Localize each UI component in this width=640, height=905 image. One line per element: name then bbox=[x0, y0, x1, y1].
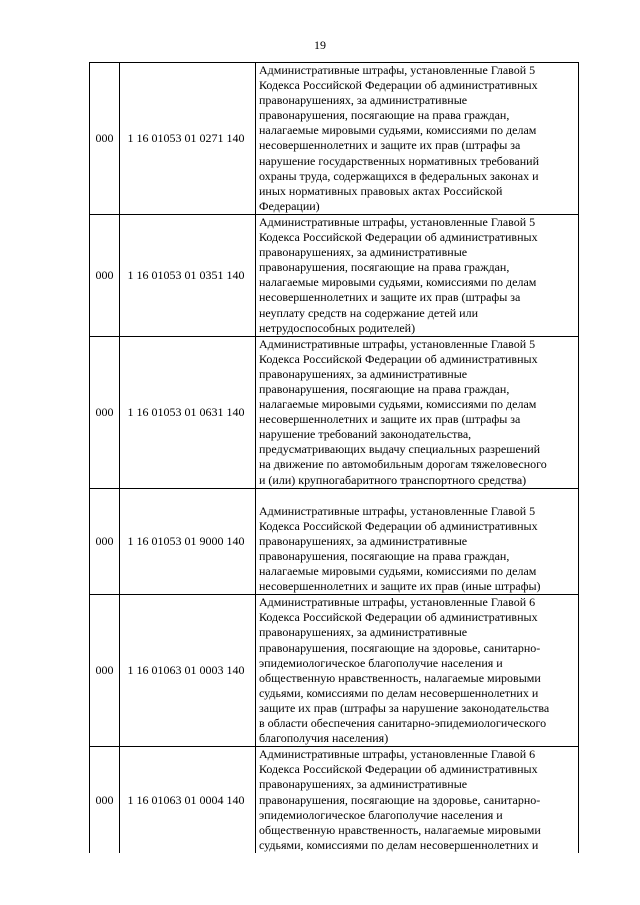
description-line: общественную нравственность, налагаемые мировыми bbox=[259, 670, 541, 685]
description-line: Федерации) bbox=[259, 198, 320, 213]
admin-code-cell: 000 bbox=[90, 595, 120, 747]
description-line: нарушение требований законодательства, bbox=[259, 427, 472, 442]
description-line: защите их прав (штрафы за нарушение законодательства bbox=[259, 700, 550, 715]
description-line: Административные штрафы, установленные Главой 5 bbox=[259, 214, 536, 229]
description-line: несовершеннолетних и защите их прав (штрафы за bbox=[259, 138, 521, 153]
admin-code-cell: 000 bbox=[90, 336, 120, 488]
description-line: правонарушения, посягающие на права граждан, bbox=[259, 260, 510, 275]
description-line: правонарушениях, за административные bbox=[259, 533, 468, 548]
table-row bbox=[90, 214, 579, 336]
description-line: нетрудоспособных родителей) bbox=[259, 320, 416, 335]
description-line bbox=[259, 489, 577, 504]
table-row bbox=[90, 336, 579, 488]
description-line: правонарушения, посягающие на права граждан, bbox=[259, 108, 510, 123]
table-row bbox=[90, 595, 579, 747]
description-line: эпидемиологическое благополучие населения и bbox=[259, 807, 503, 822]
description-line: эпидемиологическое благополучие населения и bbox=[259, 655, 503, 670]
description-line: налагаемые мировыми судьями, комиссиями по делам bbox=[259, 123, 537, 138]
description-line: нарушение государственных нормативных требований bbox=[259, 153, 539, 168]
table-row bbox=[90, 63, 579, 215]
description-cell bbox=[256, 336, 579, 488]
description-line: налагаемые мировыми судьями, комиссиями по делам bbox=[259, 397, 537, 412]
description-line: предусматривающих выдачу специальных разрешений bbox=[259, 442, 541, 457]
description-line: благополучия населения) bbox=[259, 731, 389, 746]
description-cell bbox=[256, 595, 579, 747]
description-line: Кодекса Российской Федерации об административных bbox=[259, 230, 538, 245]
description-line: Административные штрафы, установленные Главой 5 bbox=[259, 63, 536, 77]
kbk-code-cell: 1 16 01053 01 0351 140 bbox=[120, 214, 256, 336]
description-line: правонарушениях, за административные bbox=[259, 93, 468, 108]
description-line: на движение по автомобильным дорогам тяжеловесного bbox=[259, 457, 547, 472]
description-line: охраны труда, содержащихся в федеральных законах и bbox=[259, 168, 539, 183]
page-number: 19 bbox=[314, 38, 326, 52]
description-line: в области обеспечения санитарно-эпидемиологического bbox=[259, 716, 547, 731]
description-line: правонарушения, посягающие на права граждан, bbox=[259, 381, 510, 396]
admin-code-cell: 000 bbox=[90, 747, 120, 853]
kbk-code-cell: 1 16 01053 01 9000 140 bbox=[120, 488, 256, 595]
admin-code-cell: 000 bbox=[90, 63, 120, 215]
description-line: правонарушения, посягающие на права граждан, bbox=[259, 549, 510, 563]
description-line: несовершеннолетних и защите их прав (штрафы за bbox=[259, 290, 521, 305]
description-line: несовершеннолетних и защите их прав (иные штрафы) bbox=[259, 579, 541, 594]
description-line: правонарушениях, за административные bbox=[259, 245, 468, 260]
description-line: Кодекса Российской Федерации об административных bbox=[259, 78, 538, 93]
description-cell bbox=[256, 747, 579, 853]
description-line: правонарушения, посягающие на здоровье, санитарно- bbox=[259, 640, 541, 655]
description-line: судьями, комиссиями по делам несовершеннолетних и bbox=[259, 837, 539, 852]
table-row bbox=[90, 488, 579, 595]
description-line: правонарушениях, за административные bbox=[259, 777, 468, 792]
description-line: Кодекса Российской Федерации об административных bbox=[259, 518, 538, 533]
description-line: и (или) крупногабаритного транспортного средства) bbox=[259, 472, 527, 487]
description-line: правонарушения, посягающие на здоровье, санитарно- bbox=[259, 792, 541, 807]
description-line: правонарушениях, за административные bbox=[259, 366, 468, 381]
description-line: Административные штрафы, установленные Главой 6 bbox=[259, 747, 536, 762]
description-line: налагаемые мировыми судьями, комиссиями по делам bbox=[259, 564, 537, 579]
kbk-code-cell: 1 16 01053 01 0631 140 bbox=[120, 336, 256, 488]
description-line: Кодекса Российской Федерации об административных bbox=[259, 351, 538, 366]
description-line: правонарушениях, за административные bbox=[259, 625, 468, 640]
admin-code-cell: 000 bbox=[90, 214, 120, 336]
description-line: общественную нравственность, налагаемые мировыми bbox=[259, 822, 541, 837]
description-line: несовершеннолетних и защите их прав (штрафы за bbox=[259, 412, 521, 427]
kbk-code-cell: 1 16 01053 01 0271 140 bbox=[120, 63, 256, 215]
kbk-code-cell: 1 16 01063 01 0004 140 bbox=[120, 747, 256, 853]
budget-classification-table bbox=[89, 62, 579, 853]
description-line: Административные штрафы, установленные Главой 5 bbox=[259, 503, 536, 518]
description-cell bbox=[256, 63, 579, 215]
description-line: неуплату средств на содержание детей или bbox=[259, 305, 478, 320]
description-line: Административные штрафы, установленные Главой 6 bbox=[259, 595, 536, 610]
description-line: иных нормативных правовых актах Российской bbox=[259, 183, 503, 198]
description-line: Кодекса Российской Федерации об административных bbox=[259, 610, 538, 625]
table-row bbox=[90, 747, 579, 853]
description-line: судьями, комиссиями по делам несовершеннолетних и bbox=[259, 685, 539, 700]
description-line: Кодекса Российской Федерации об административных bbox=[259, 762, 538, 777]
description-cell bbox=[256, 488, 579, 595]
description-line: налагаемые мировыми судьями, комиссиями по делам bbox=[259, 275, 537, 290]
description-cell bbox=[256, 214, 579, 336]
admin-code-cell: 000 bbox=[90, 488, 120, 595]
kbk-code-cell: 1 16 01063 01 0003 140 bbox=[120, 595, 256, 747]
description-line: Административные штрафы, установленные Главой 5 bbox=[259, 336, 536, 351]
